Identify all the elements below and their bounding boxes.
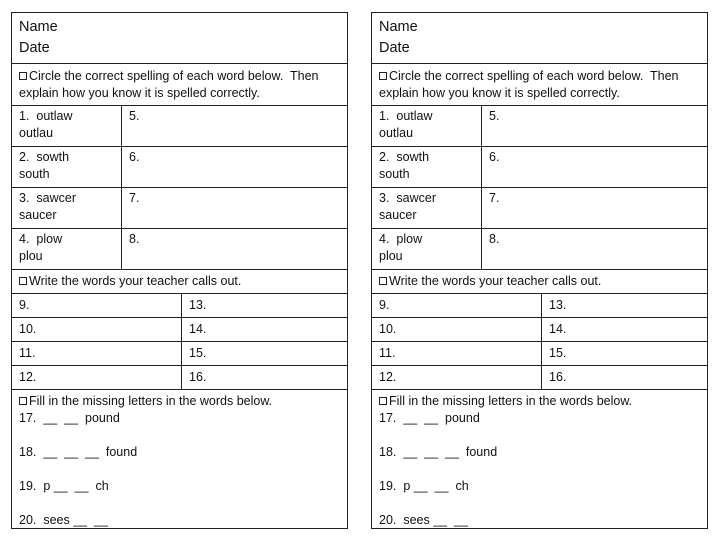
instruction-text: explain how you know it is spelled correctly. xyxy=(379,86,620,100)
instruction-text: Circle the correct spelling of each word below. Then xyxy=(389,69,679,83)
spelling-row xyxy=(372,187,707,228)
item-number: 4. xyxy=(19,232,30,246)
dictation-number: 9. xyxy=(379,298,390,312)
fill-in-item: 20. sees __ __ xyxy=(379,513,468,527)
dictation-number: 11. xyxy=(19,346,36,360)
instruction-text: explain how you know it is spelled correctly. xyxy=(19,86,260,100)
item-number: 1. xyxy=(19,109,30,123)
spelling-option: south xyxy=(379,167,410,181)
dictation-number: 13. xyxy=(549,298,567,312)
dictation-number: 14. xyxy=(549,322,567,336)
section1-instruction xyxy=(372,63,707,105)
dictation-row xyxy=(372,317,707,341)
answer-number: 8. xyxy=(489,232,500,246)
instruction-text: Circle the correct spelling of each word below. Then xyxy=(29,69,319,83)
dictation-row xyxy=(372,341,707,365)
spelling-option: plow xyxy=(396,232,423,246)
item-number: 4. xyxy=(379,232,390,246)
section1-instruction xyxy=(12,63,347,105)
name-label: Name xyxy=(379,19,418,35)
spelling-option: sowth xyxy=(396,150,430,164)
dictation-row xyxy=(372,365,707,389)
header-row xyxy=(12,13,347,63)
spelling-option: outlaw xyxy=(36,109,73,123)
item-number: 3. xyxy=(19,191,30,205)
date-label: Date xyxy=(19,40,50,56)
checkbox-icon xyxy=(379,72,387,80)
dictation-row xyxy=(372,293,707,317)
spelling-option: sawcer xyxy=(396,191,436,205)
dictation-number: 16. xyxy=(549,370,567,384)
dictation-row xyxy=(12,341,347,365)
fill-in-item: 20. sees __ __ xyxy=(19,513,108,527)
spelling-row xyxy=(12,228,347,269)
spelling-row xyxy=(372,146,707,187)
instruction-text: Fill in the missing letters in the words below. xyxy=(29,394,273,408)
date-label: Date xyxy=(379,40,410,56)
answer-number: 5. xyxy=(129,109,140,123)
dictation-number: 10. xyxy=(19,322,37,336)
spelling-option: saucer xyxy=(379,208,417,222)
spelling-option: outlaw xyxy=(396,109,433,123)
spelling-option: plou xyxy=(379,249,403,263)
spelling-row xyxy=(372,105,707,146)
fill-in-item: 18. __ __ __ found xyxy=(379,445,498,459)
section3-fill-in xyxy=(12,389,347,528)
dictation-row xyxy=(12,293,347,317)
instruction-text: Write the words your teacher calls out. xyxy=(389,274,602,288)
answer-number: 6. xyxy=(129,150,140,164)
spelling-option: outlau xyxy=(379,126,414,140)
dictation-number: 15. xyxy=(189,346,207,360)
spelling-option: sawcer xyxy=(36,191,76,205)
dictation-row xyxy=(12,317,347,341)
instruction-text: Write the words your teacher calls out. xyxy=(29,274,242,288)
spelling-option: saucer xyxy=(19,208,57,222)
dictation-number: 9. xyxy=(19,298,30,312)
checkbox-icon xyxy=(19,72,27,80)
spelling-option: south xyxy=(19,167,50,181)
spelling-row xyxy=(372,228,707,269)
section2-instruction xyxy=(12,269,347,293)
dictation-number: 12. xyxy=(379,370,397,384)
fill-in-item: 19. p __ __ ch xyxy=(19,479,109,493)
name-label: Name xyxy=(19,19,58,35)
fill-in-item: 19. p __ __ ch xyxy=(379,479,469,493)
item-number: 3. xyxy=(379,191,390,205)
dictation-number: 10. xyxy=(379,322,397,336)
answer-number: 8. xyxy=(129,232,140,246)
item-number: 2. xyxy=(379,150,390,164)
fill-in-item: 17. __ __ pound xyxy=(19,411,120,425)
answer-number: 7. xyxy=(129,191,140,205)
spelling-option: plow xyxy=(36,232,63,246)
checkbox-icon xyxy=(19,397,27,405)
item-number: 1. xyxy=(379,109,390,123)
fill-in-item: 18. __ __ __ found xyxy=(19,445,138,459)
dictation-number: 12. xyxy=(19,370,37,384)
answer-number: 7. xyxy=(489,191,500,205)
spelling-row xyxy=(12,187,347,228)
answer-number: 5. xyxy=(489,109,500,123)
spelling-option: sowth xyxy=(36,150,70,164)
worksheet-right xyxy=(371,12,708,529)
spelling-row xyxy=(12,105,347,146)
dictation-row xyxy=(12,365,347,389)
dictation-number: 16. xyxy=(189,370,207,384)
checkbox-icon xyxy=(379,277,387,285)
spelling-option: outlau xyxy=(19,126,54,140)
instruction-text: Fill in the missing letters in the words below. xyxy=(389,394,633,408)
fill-in-item: 17. __ __ pound xyxy=(379,411,480,425)
item-number: 2. xyxy=(19,150,30,164)
dictation-number: 15. xyxy=(549,346,567,360)
dictation-number: 13. xyxy=(189,298,207,312)
checkbox-icon xyxy=(19,277,27,285)
section3-fill-in xyxy=(372,389,707,528)
section2-instruction xyxy=(372,269,707,293)
header-row xyxy=(372,13,707,63)
spelling-row xyxy=(12,146,347,187)
dictation-number: 11. xyxy=(379,346,396,360)
answer-number: 6. xyxy=(489,150,500,164)
dictation-number: 14. xyxy=(189,322,207,336)
checkbox-icon xyxy=(379,397,387,405)
spelling-option: plou xyxy=(19,249,43,263)
worksheet-left xyxy=(11,12,348,529)
